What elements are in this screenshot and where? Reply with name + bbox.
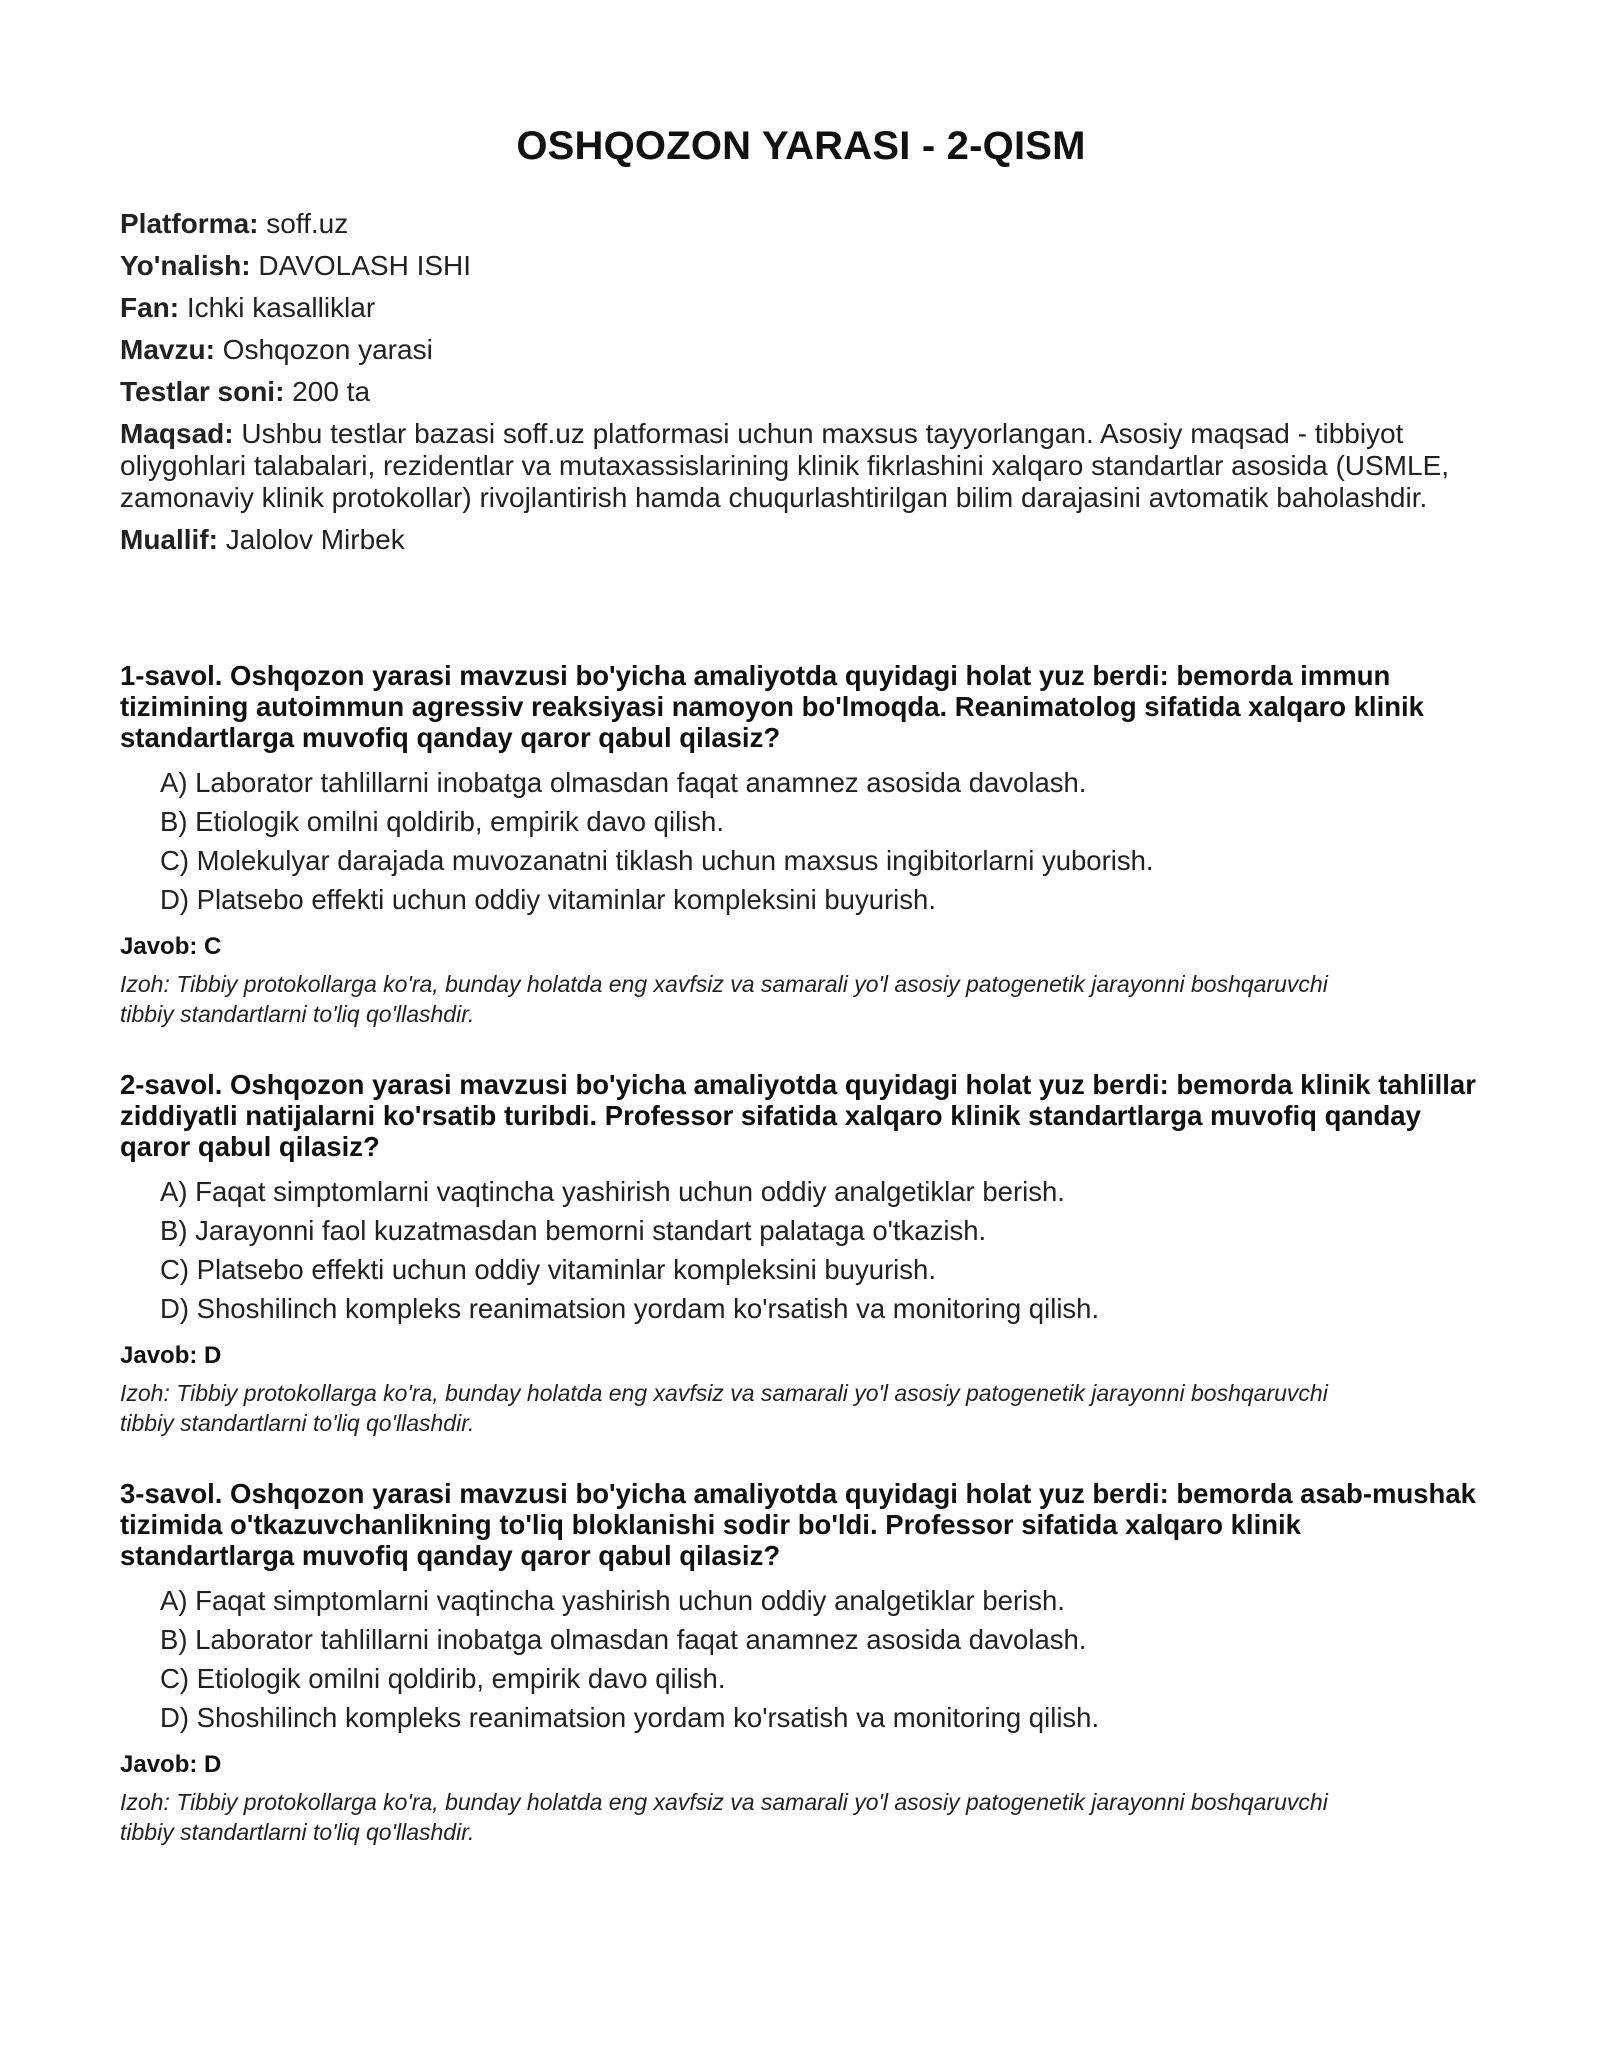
meta-value: Ichki kasalliklar	[179, 292, 376, 323]
meta-key: Testlar soni:	[120, 376, 285, 407]
option-list	[120, 1172, 1482, 1328]
meta-value: Jalolov Mirbek	[218, 524, 405, 555]
option-c: C) Molekulyar darajada muvozanatni tiklash uchun maxsus ingibitorlarni yuborish.	[160, 845, 1154, 876]
meta-platform	[120, 208, 1482, 240]
option-d: D) Shoshilinch kompleks reanimatsion yordam ko'rsatish va monitoring qilish.	[160, 1293, 1100, 1324]
meta-key: Mavzu:	[120, 334, 215, 365]
meta-key: Muallif:	[120, 524, 218, 555]
answer-label: Javob: D	[120, 1751, 222, 1778]
option-b: B) Laborator tahlillarni inobatga olmasdan faqat anamnez asosida davolash.	[160, 1624, 1087, 1655]
option-a: A) Faqat simptomlarni vaqtincha yashirish uchun oddiy analgetiklar berish.	[160, 1585, 1065, 1616]
meta-key: Fan:	[120, 292, 180, 323]
meta-value: 200 ta	[284, 376, 371, 407]
meta-test-count	[120, 376, 1482, 408]
meta-value: DAVOLASH ISHI	[250, 250, 472, 281]
option-a: A) Faqat simptomlarni vaqtincha yashirish uchun oddiy analgetiklar berish.	[160, 1176, 1065, 1207]
meta-purpose	[120, 418, 1482, 514]
option-a: A) Laborator tahlillarni inobatga olmasdan faqat anamnez asosida davolash.	[160, 767, 1087, 798]
question-block	[120, 1478, 1482, 1847]
meta-value: Oshqozon yarasi	[214, 334, 433, 365]
option-list	[120, 763, 1482, 919]
answer-label: Javob: C	[120, 933, 222, 960]
meta-value: Ushbu testlar bazasi soff.uz platformasi uchun maxsus tayyorlangan. Asosiy maqsad - tibbiyot oliygohlari talabalari, rezidentlar va mutaxassislarining klinik fikrlashini xalqaro standartlar asosida (USMLE, zamonaviy klinik protokollar) rivojlantirish hamda chuqurlashtirilgan bilim darajasini avtomatik baholashdir.	[120, 418, 1450, 513]
question-text: 1-savol. Oshqozon yarasi mavzusi bo'yicha amaliyotda quyidagi holat yuz berdi: bemorda immun tizimining autoimmun agressiv reaksiyasi namoyon bo'lmoqda. Reanimatolog sifatida xalqaro klinik standartlarga muvofiq qanday qaror qabul qilasiz?	[120, 660, 1424, 753]
option-d: D) Platsebo effekti uchun oddiy vitaminlar kompleksini buyurish.	[160, 884, 936, 915]
option-c: C) Platsebo effekti uchun oddiy vitaminlar kompleksini buyurish.	[160, 1254, 936, 1285]
question-block	[120, 1069, 1482, 1438]
meta-author	[120, 524, 1482, 556]
option-list	[120, 1581, 1482, 1737]
option-c: C) Etiologik omilni qoldirib, empirik davo qilish.	[160, 1663, 726, 1694]
option-b: B) Jarayonni faol kuzatmasdan bemorni standart palataga o'tkazish.	[160, 1215, 987, 1246]
section-spacer	[120, 566, 1482, 660]
meta-direction	[120, 250, 1482, 282]
explanation-note: Izoh: Tibbiy protokollarga ko'ra, bunday holatda eng xavfsiz va samarali yo'l asosiy patogenetik jarayonni boshqaruvchi tibbiy standartlarni to'liq qo'llashdir.	[120, 971, 1328, 1027]
option-d: D) Shoshilinch kompleks reanimatsion yordam ko'rsatish va monitoring qilish.	[160, 1702, 1100, 1733]
explanation-note: Izoh: Tibbiy protokollarga ko'ra, bunday holatda eng xavfsiz va samarali yo'l asosiy patogenetik jarayonni boshqaruvchi tibbiy standartlarni to'liq qo'llashdir.	[120, 1380, 1328, 1436]
meta-key: Platforma:	[120, 208, 259, 239]
meta-topic	[120, 334, 1482, 366]
page-title: OSHQOZON YARASI - 2-QISM	[516, 124, 1086, 168]
explanation-note: Izoh: Tibbiy protokollarga ko'ra, bunday holatda eng xavfsiz va samarali yo'l asosiy patogenetik jarayonni boshqaruvchi tibbiy standartlarni to'liq qo'llashdir.	[120, 1789, 1328, 1845]
meta-key: Yo'nalish:	[120, 250, 251, 281]
document-meta	[120, 208, 1482, 556]
answer-label: Javob: D	[120, 1342, 222, 1369]
question-text: 3-savol. Oshqozon yarasi mavzusi bo'yicha amaliyotda quyidagi holat yuz berdi: bemorda asab-mushak tizimida o'tkazuvchanlikning to'liq bloklanishi sodir bo'ldi. Professor sifatida xalqaro klinik standartlarga muvofiq qanday qaror qabul qilasiz?	[120, 1478, 1476, 1571]
question-text: 2-savol. Oshqozon yarasi mavzusi bo'yicha amaliyotda quyidagi holat yuz berdi: bemorda klinik tahlillar ziddiyatli natijalarni ko'rsatib turibdi. Professor sifatida xalqaro klinik standartlarga muvofiq qanday qaror qabul qilasiz?	[120, 1069, 1476, 1162]
question-block	[120, 660, 1482, 1029]
meta-value: soff.uz	[258, 208, 349, 239]
meta-subject	[120, 292, 1482, 324]
option-b: B) Etiologik omilni qoldirib, empirik davo qilish.	[160, 806, 724, 837]
meta-key: Maqsad:	[120, 418, 234, 449]
